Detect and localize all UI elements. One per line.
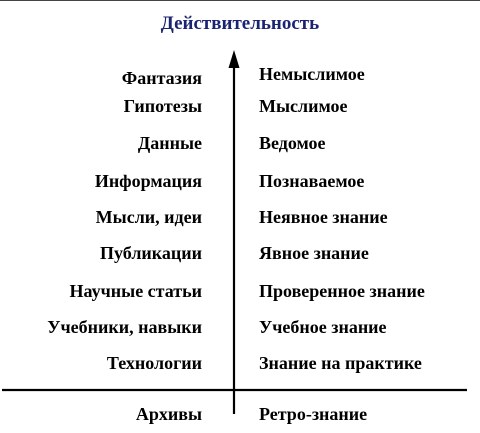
- right-label-verified-knowledge: Проверенное знание: [259, 281, 425, 301]
- left-label-archives: Архивы: [135, 404, 202, 424]
- right-label-unthinkable: Немыслимое: [259, 64, 365, 84]
- left-label-technologies: Технологии: [106, 353, 202, 373]
- right-label-educational-knowledge: Учебное знание: [259, 317, 387, 337]
- axis-arrowhead: [229, 50, 240, 68]
- right-label-known: Ведомое: [259, 133, 326, 153]
- right-label-retro-knowledge: Ретро-знание: [259, 404, 368, 424]
- left-label-scientific-articles: Научные статьи: [69, 281, 202, 301]
- left-label-hypotheses: Гипотезы: [123, 96, 202, 116]
- right-label-tacit-knowledge: Неявное знание: [259, 207, 388, 227]
- left-label-thoughts: Мысли, идеи: [95, 207, 202, 227]
- right-label-cognizable: Познаваемое: [259, 171, 365, 191]
- left-label-information: Информация: [94, 171, 202, 191]
- left-label-data: Данные: [137, 133, 202, 153]
- left-label-textbooks: Учебники, навыки: [47, 317, 202, 337]
- right-label-explicit-knowledge: Явное знание: [259, 243, 369, 263]
- right-label-thinkable: Мыслимое: [259, 96, 348, 116]
- right-label-practical-knowledge: Знание на практике: [259, 353, 422, 373]
- diagram-title: Действительность: [160, 13, 320, 34]
- left-label-fantasy: Фантазия: [121, 68, 202, 88]
- left-label-publications: Публикации: [100, 243, 202, 263]
